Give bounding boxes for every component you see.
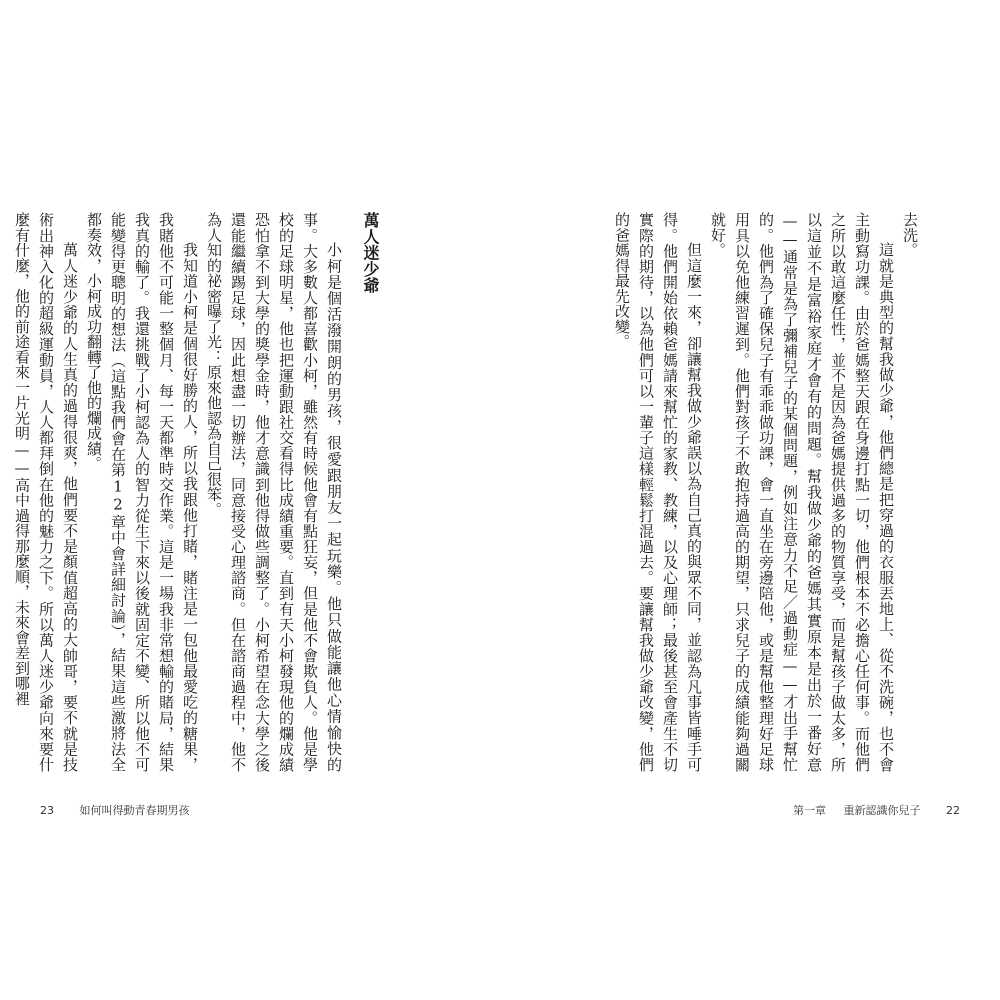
chapter-label: 第一章 xyxy=(793,804,826,817)
running-title: 如何叫得動青春期男孩 xyxy=(79,804,190,817)
paragraph: 我知道小柯是個很好勝的人，所以我跟他打賭，賭注是一包他最愛吃的糖果，我賭他不可能一整個月、每一天都準時交作業。這是一場我非常想輸的賭局，結果我真的輸了。我還挑戰了小柯認為人的智力從生下來以後就固定不變、所以他不可能變得更聰明的想法（這點我們會在第12章中會詳細討論），結果這些激將法全都奏效，小柯成功翻轉了他的爛成績。 xyxy=(85,212,199,772)
left-footer xyxy=(40,802,190,818)
paragraph: 萬人迷少爺的人生真的過得很爽，他們要不是顏值超高的大帥哥，要不就是技術出神入化的超級運動員，人人都拜倒在他的魅力之下。所以萬人迷少爺向來要什麼有什麼，他的前途看來一片光明——高中過得那麼順，未來會差到哪裡 xyxy=(13,212,79,772)
paragraph: 但這麼一來，卻讓幫我做少爺誤以為自己真的與眾不同，並認為凡事皆唾手可得。他們開始依賴爸媽請來幫忙的家教、教練，以及心理師；最後甚至會產生不切實際的期待，以為他們可以一輩子這樣輕鬆打混過去。要讓幫我做少爺改變，他們的爸媽得最先改變。 xyxy=(613,212,703,772)
chapter-title: 重新認識你兒子 xyxy=(843,804,921,817)
paragraph: 去洗。 xyxy=(901,212,919,258)
right-page xyxy=(613,212,922,772)
paragraph: 這就是典型的幫我做少爺，他們總是把穿過的衣服丟地上、從不洗碗，也不會主動寫功課。由於爸媽整天跟在身邊打點一切，他們根本不必擔心任何事。而他們之所以敢這麼任性，並不是因為爸媽提供過多的物質享受，而是幫孩子做太多，所以這並不是富裕家庭才會有的問題。幫我做少爺的爸媽其實原本是出於一番好意——通常是為了彌補兒子的某個問題，例如注意力不足／過動症——才出手幫忙的。他們為了確保兒子有乖乖做功課，會一直坐在旁邊陪他，或是幫他整理好足球用具以免他練習遲到。他們對孩子不敢抱持過高的期望，只求兒子的成績能夠過關就好。 xyxy=(709,212,895,772)
page-number: 23 xyxy=(40,804,54,817)
section-heading: 萬人迷少爺 xyxy=(361,212,380,294)
paragraph: 小柯是個活潑開朗的男孩，很愛跟朋友一起玩樂。他只做能讓他心情愉快的事。大多數人都喜歡小柯，雖然有時候他會有點狂妄，但是他不會欺負人。他是學校的足球明星，他也把運動跟社交看得比成績重要。直到有天小柯發現他的爛成績恐怕拿不到大學的獎學金時，他才意識到他得做些調整了。小柯希望在念大學之後還能繼續踢足球，因此想盡一切辦法，同意接受心理諮商。但在諮商過程中，他不為人知的祕密曝了光：原來他認為自己很笨。 xyxy=(205,212,343,772)
left-page-text xyxy=(10,212,382,772)
left-page xyxy=(13,212,382,772)
page-number: 22 xyxy=(946,804,960,817)
right-footer xyxy=(793,802,960,818)
right-page-text xyxy=(610,212,922,772)
